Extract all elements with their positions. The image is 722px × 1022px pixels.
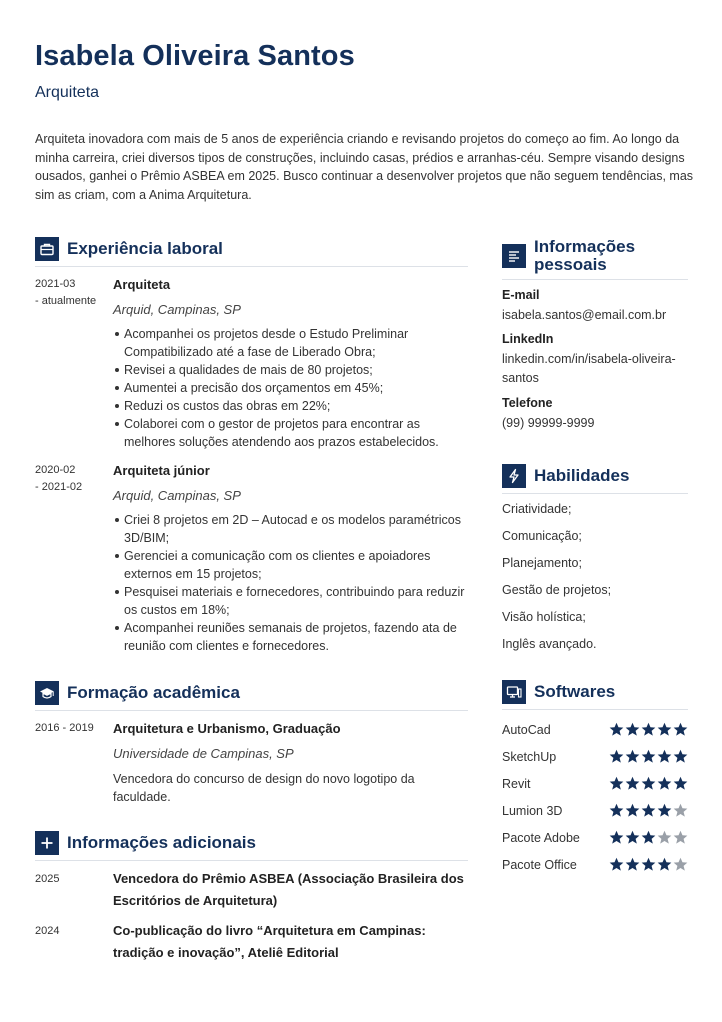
skill-item: Criatividade; <box>502 502 572 516</box>
star-filled-icon <box>609 722 624 737</box>
lightning-icon <box>502 464 526 488</box>
star-filled-icon <box>641 830 656 845</box>
school-name: Universidade de Campinas, SP <box>113 746 294 761</box>
achievement-item: Criei 8 projetos em 2D – Autocad e os modelos paramétricos 3D/BIM; <box>124 511 468 547</box>
additional-section-title: Informações adicionais <box>67 833 256 852</box>
additional-date: 2025 <box>35 873 60 885</box>
star-filled-icon <box>625 749 640 764</box>
star-filled-icon <box>657 857 672 872</box>
software-row <box>502 743 688 770</box>
graduation-cap-icon <box>35 681 59 705</box>
achievement-item: Revisei a qualidades de mais de 80 projetos; <box>124 361 468 379</box>
achievement-item: Colaborei com o gestor de projetos para encontrar as melhores soluções atendendo aos prazos estabelecidos. <box>124 415 468 451</box>
job-achievements <box>113 325 468 451</box>
software-name: Pacote Office <box>502 857 577 872</box>
star-rating <box>609 776 688 791</box>
job-company: Arquid, Campinas, SP <box>113 488 241 503</box>
software-row <box>502 797 688 824</box>
star-rating <box>609 830 688 845</box>
skills-section-title: Habilidades <box>534 466 630 485</box>
star-filled-icon <box>625 722 640 737</box>
software-row <box>502 824 688 851</box>
degree-title: Arquitetura e Urbanismo, Graduação <box>113 721 341 736</box>
software-name: Pacote Adobe <box>502 830 580 845</box>
software-name: SketchUp <box>502 749 557 764</box>
skills-section-header <box>502 464 688 494</box>
job-title: Arquiteta <box>113 277 171 292</box>
star-filled-icon <box>625 803 640 818</box>
skill-item: Inglês avançado. <box>502 637 597 651</box>
star-filled-icon <box>609 776 624 791</box>
star-empty-icon <box>673 830 688 845</box>
job-date-start: 2020-02 <box>35 464 76 476</box>
email-field <box>502 286 692 325</box>
skill-item: Planejamento; <box>502 556 582 570</box>
star-filled-icon <box>657 776 672 791</box>
star-filled-icon <box>641 776 656 791</box>
profile-summary: Arquiteta inovadora com mais de 5 anos de experiência criando e revisando projetos do começo ao fim. Ao longo da minha carreira, criei diversos tipos de construções, incluindo casas, prédios e arranhas-céu. Sempre visando designs ousados, ganhei o Prêmio ASBEA em 2025. Busco continuar a desenvolver projetos que não seguem tendências, mas sim as criam, com a Anima Arquitetura. <box>35 132 694 202</box>
additional-text: Co-publicação do livro “Arquitetura em Campinas: tradição e inovação”, Ateliê Editorial <box>113 923 426 960</box>
skill-item: Visão holística; <box>502 610 586 624</box>
job-company: Arquid, Campinas, SP <box>113 302 241 317</box>
candidate-role: Arquiteta <box>35 84 100 101</box>
star-filled-icon <box>641 722 656 737</box>
star-rating <box>609 803 688 818</box>
additional-text: Vencedora do Prêmio ASBEA (Associação Brasileira dos Escritórios de Arquitetura) <box>113 871 464 908</box>
softwares-section-title: Softwares <box>534 682 616 701</box>
achievement-item: Acompanhei os projetos desde o Estudo Preliminar Compatibilizado até a fase de Liberado Obra; <box>124 325 468 361</box>
job-date-end: - atualmente <box>35 295 97 307</box>
candidate-name: Isabela Oliveira Santos <box>35 40 355 72</box>
skill-item: Gestão de projetos; <box>502 583 612 597</box>
star-filled-icon <box>609 749 624 764</box>
computer-icon <box>502 680 526 704</box>
personal-section-title: Informações pessoais <box>534 237 636 274</box>
star-filled-icon <box>641 857 656 872</box>
star-filled-icon <box>673 776 688 791</box>
star-filled-icon <box>657 722 672 737</box>
star-empty-icon <box>657 830 672 845</box>
star-rating <box>609 749 688 764</box>
linkedin-value[interactable]: linkedin.com/in/isabela-oliveira-santos <box>502 352 676 385</box>
star-empty-icon <box>673 803 688 818</box>
star-filled-icon <box>609 803 624 818</box>
text-lines-icon <box>502 244 526 268</box>
job-body <box>113 276 468 451</box>
education-section-title: Formação acadêmica <box>67 683 240 702</box>
additional-date: 2024 <box>35 925 60 937</box>
phone-label: Telefone <box>502 396 553 410</box>
job-title: Arquiteta júnior <box>113 463 210 478</box>
star-rating <box>609 722 688 737</box>
star-filled-icon <box>641 749 656 764</box>
star-filled-icon <box>609 830 624 845</box>
star-filled-icon <box>625 857 640 872</box>
skill-item: Comunicação; <box>502 529 582 543</box>
additional-section-header <box>35 831 468 861</box>
star-filled-icon <box>625 776 640 791</box>
achievement-item: Acompanhei reuniões semanais de projetos, fazendo ata de reunião com clientes e fornecedores. <box>124 619 468 655</box>
email-value[interactable]: isabela.santos@email.com.br <box>502 308 667 322</box>
education-section-header <box>35 681 468 711</box>
star-rating <box>609 857 688 872</box>
job-body <box>113 462 468 655</box>
skills-list <box>502 500 688 662</box>
job-achievements <box>113 511 468 655</box>
star-filled-icon <box>657 803 672 818</box>
education-body <box>113 720 468 806</box>
experience-section-title: Experiência laboral <box>67 239 223 258</box>
software-name: Revit <box>502 776 531 791</box>
star-empty-icon <box>673 857 688 872</box>
job-date-end: - 2021-02 <box>35 481 83 493</box>
phone-value: (99) 99999-9999 <box>502 416 595 430</box>
softwares-list <box>502 716 688 878</box>
education-description: Vencedora do concurso de design do novo logotipo da faculdade. <box>113 772 415 804</box>
education-date: 2016 - 2019 <box>35 722 94 734</box>
achievement-item: Pesquisei materiais e fornecedores, contribuindo para reduzir os custos em 18%; <box>124 583 468 619</box>
star-filled-icon <box>657 749 672 764</box>
software-name: AutoCad <box>502 722 551 737</box>
personal-section-header <box>502 238 688 280</box>
job-date <box>35 276 105 310</box>
linkedin-field <box>502 330 692 387</box>
software-row <box>502 851 688 878</box>
star-filled-icon <box>641 803 656 818</box>
achievement-item: Aumentei a precisão dos orçamentos em 45%; <box>124 379 468 397</box>
plus-icon <box>35 831 59 855</box>
star-filled-icon <box>609 857 624 872</box>
star-filled-icon <box>673 722 688 737</box>
software-name: Lumion 3D <box>502 803 563 818</box>
software-row <box>502 716 688 743</box>
briefcase-icon <box>35 237 59 261</box>
softwares-section-header <box>502 680 688 710</box>
email-label: E-mail <box>502 288 540 302</box>
star-filled-icon <box>673 749 688 764</box>
phone-field <box>502 394 692 433</box>
experience-section-header <box>35 237 468 267</box>
software-row <box>502 770 688 797</box>
achievement-item: Reduzi os custos das obras em 22%; <box>124 397 468 415</box>
achievement-item: Gerenciei a comunicação com os clientes e apoiadores externos em 15 projetos; <box>124 547 468 583</box>
job-date <box>35 462 105 496</box>
job-date-start: 2021-03 <box>35 278 76 290</box>
linkedin-label: LinkedIn <box>502 332 554 346</box>
star-filled-icon <box>625 830 640 845</box>
